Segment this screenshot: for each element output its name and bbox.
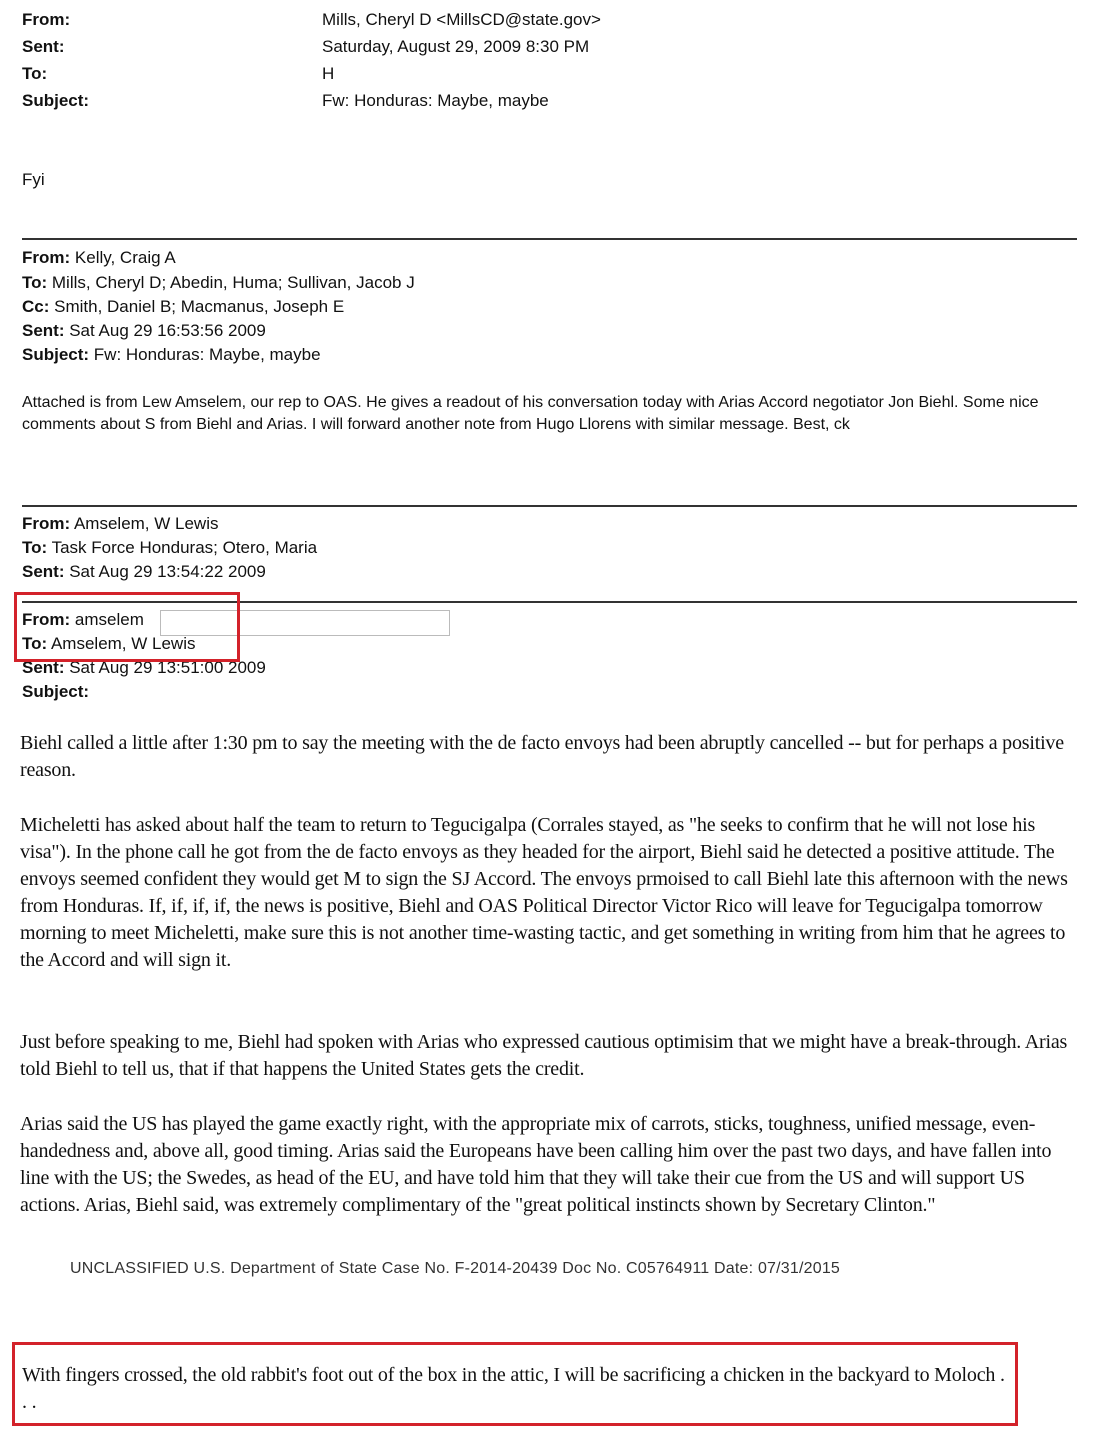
m1-sent-label: Sent: [22, 321, 65, 340]
m3-subject-label: Subject: [22, 682, 90, 701]
m3-from-label: From: [22, 610, 71, 629]
m2-sent-value: Sat Aug 29 13:54:22 2009 [64, 562, 266, 581]
m3-from-value: amselem [70, 610, 144, 629]
m1-to-value: Mills, Cheryl D; Abedin, Huma; Sullivan, Jacob J [47, 273, 415, 292]
body-paragraph-3: Just before speaking to me, Biehl had spoken with Arias who expressed cautious optimisim that we might have a break-through. Arias told Biehl to tell us, that if that happens the United States gets the credit. [20, 1031, 1068, 1080]
m1-cc-label: Cc: [22, 297, 50, 316]
body-paragraph-2: Micheletti has asked about half the team to return to Tegucigalpa (Corrales stayed, as "he seeks to confirm that he will not lose his visa"). In the phone call he got from the de facto envoys as they headed for the airport, Biehl said he detected a positive attitude. The envoys seemed confident they would get M to sign the SJ Accord. The envoys prmoised to call Biehl late this afternoon with the news from Honduras. If, if, if, if, the news is positive, Biehl and OAS Political Director Victor Rico will leave for Tegucigalpa tomorrow morning to meet Micheletti, make sure this is not another time-wasting tactic, and get something in writing from him that he agrees to the Accord and will sign it. [20, 814, 1068, 971]
closing-paragraph: With fingers crossed, the old rabbit's foot out of the box in the attic, I will be sacrificing a chicken in the backyard to Moloch . . . [22, 1364, 1005, 1413]
to-value: H [322, 64, 335, 83]
m1-cc-value: Smith, Daniel B; Macmanus, Joseph E [49, 297, 345, 316]
m1-from-value: Kelly, Craig A [70, 248, 176, 267]
m3-sent-value: Sat Aug 29 13:51:00 2009 [64, 658, 266, 677]
divider [22, 505, 1077, 507]
classification-footer: UNCLASSIFIED U.S. Department of State Case No. F-2014-20439 Doc No. C05764911 Date: 07/31/2015 [70, 1260, 841, 1277]
m3-to-label: To: [22, 634, 48, 653]
fyi-note: Fyi [22, 170, 45, 189]
m2-to-value: Task Force Honduras; Otero, Maria [47, 538, 318, 557]
m2-to-label: To: [22, 538, 48, 557]
m3-sent-label: Sent: [22, 658, 65, 677]
highlight-box-sender [14, 592, 240, 662]
subject-value: Fw: Honduras: Maybe, maybe [322, 91, 549, 110]
m1-to-label: To: [22, 273, 48, 292]
to-label: To: [22, 64, 48, 83]
sent-label: Sent: [22, 37, 65, 56]
m2-from-label: From: [22, 514, 71, 533]
m2-sent-label: Sent: [22, 562, 65, 581]
m1-subject-label: Subject: [22, 345, 90, 364]
sent-value: Saturday, August 29, 2009 8:30 PM [322, 37, 590, 56]
body-paragraph-1: Biehl called a little after 1:30 pm to say the meeting with the de facto envoys had been abruptly cancelled -- but for perhaps a positive reason. [20, 732, 1064, 781]
m1-sent-value: Sat Aug 29 16:53:56 2009 [64, 321, 266, 340]
from-value: Mills, Cheryl D <MillsCD@state.gov> [322, 10, 601, 29]
m3-to-value: Amselem, W Lewis [47, 634, 196, 653]
m1-body: Attached is from Lew Amselem, our rep to OAS. He gives a readout of his conversation today with Arias Accord negotiator Jon Biehl. Some nice comments about S from Biehl and Arias. I will forward another note from Hugo Llorens with similar message. Best, ck [22, 394, 1039, 433]
from-label: From: [22, 10, 71, 29]
m1-subject-value: Fw: Honduras: Maybe, maybe [89, 345, 321, 364]
m2-from-value: Amselem, W Lewis [70, 514, 219, 533]
divider [22, 238, 1077, 240]
body-paragraph-4: Arias said the US has played the game exactly right, with the appropriate mix of carrots, sticks, toughness, unified message, even-handedness and, above all, good timing. Arias said the Europeans have been calling him over the past two days, and have fallen into line with the US; the Swedes, as head of the EU, and have told him that they will take their cue from the US and will support US actions. Arias, Biehl said, was extremely complimentary of the "great political instincts shown by Secretary Clinton." [20, 1113, 1052, 1216]
m1-from-label: From: [22, 248, 71, 267]
subject-label: Subject: [22, 91, 90, 110]
